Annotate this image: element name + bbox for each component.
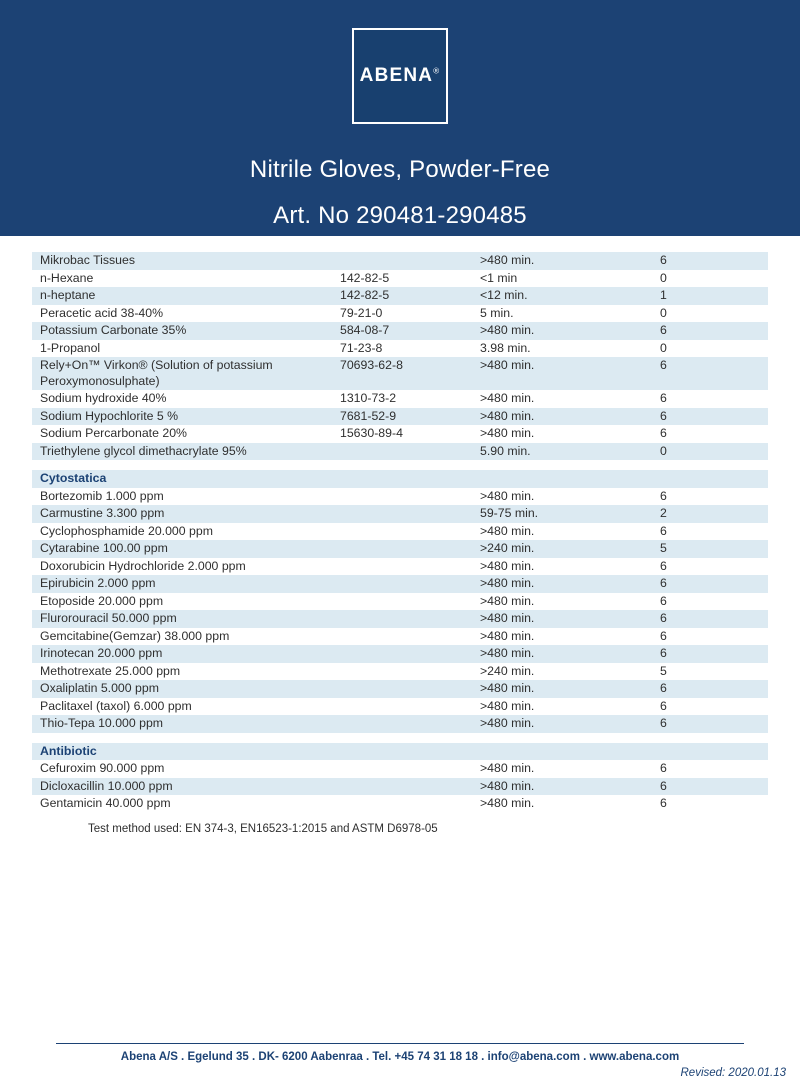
chemical-name-cell: Bortezomib 1.000 ppm xyxy=(32,488,340,506)
chemical-name-cell: Paclitaxel (taxol) 6.000 ppm xyxy=(32,698,340,716)
cas-number-cell xyxy=(340,575,480,593)
protection-level-cell: 6 xyxy=(660,610,768,628)
cas-number-cell xyxy=(340,593,480,611)
cas-number-cell xyxy=(340,795,480,813)
protection-level-cell: 6 xyxy=(660,645,768,663)
protection-level-cell: 0 xyxy=(660,270,768,288)
cas-number-cell xyxy=(340,645,480,663)
cas-number-cell xyxy=(340,663,480,681)
table-row xyxy=(32,443,768,461)
cas-number-cell xyxy=(340,488,480,506)
page-subtitle: Art. No 290481-290485 xyxy=(273,202,527,229)
table-row xyxy=(32,558,768,576)
table-row xyxy=(32,270,768,288)
protection-level-cell: 6 xyxy=(660,488,768,506)
breakthrough-time-cell: >240 min. xyxy=(480,663,660,681)
protection-level-cell: 6 xyxy=(660,628,768,646)
chemical-name-cell: n-Hexane xyxy=(32,270,340,288)
chemical-name-cell: Irinotecan 20.000 ppm xyxy=(32,645,340,663)
chemical-name-cell: Doxorubicin Hydrochloride 2.000 ppm xyxy=(32,558,340,576)
chemical-name-cell: Sodium hydroxide 40% xyxy=(32,390,340,408)
table-row xyxy=(32,778,768,796)
table-row xyxy=(32,322,768,340)
protection-level-cell: 6 xyxy=(660,575,768,593)
chemical-name-cell: Rely+On™ Virkon® (Solution of potassium Peroxymonosulphate) xyxy=(32,357,340,390)
protection-level-cell: 6 xyxy=(660,390,768,408)
chemical-name-cell: Dicloxacillin 10.000 ppm xyxy=(32,778,340,796)
breakthrough-time-cell: >480 min. xyxy=(480,322,660,340)
table-section-row xyxy=(32,743,768,761)
table-row xyxy=(32,287,768,305)
protection-level-cell: 6 xyxy=(660,795,768,813)
cas-number-cell xyxy=(340,778,480,796)
chemical-name-cell: Methotrexate 25.000 ppm xyxy=(32,663,340,681)
table-spacer-cell xyxy=(32,460,768,470)
breakthrough-time-cell: >480 min. xyxy=(480,575,660,593)
table-row xyxy=(32,305,768,323)
chemical-name-cell: Cyclophosphamide 20.000 ppm xyxy=(32,523,340,541)
cas-number-cell xyxy=(340,628,480,646)
chemical-name-cell: Mikrobac Tissues xyxy=(32,252,340,270)
breakthrough-time-cell: >480 min. xyxy=(480,760,660,778)
protection-level-cell: 5 xyxy=(660,540,768,558)
protection-level-cell: 5 xyxy=(660,663,768,681)
breakthrough-time-cell: <12 min. xyxy=(480,287,660,305)
protection-level-cell: 0 xyxy=(660,340,768,358)
breakthrough-time-cell: 3.98 min. xyxy=(480,340,660,358)
table-row xyxy=(32,628,768,646)
table-row xyxy=(32,760,768,778)
chemical-name-cell: Thio-Tepa 10.000 ppm xyxy=(32,715,340,733)
cas-number-cell xyxy=(340,523,480,541)
document-footer xyxy=(0,1043,800,1087)
protection-level-cell: 6 xyxy=(660,698,768,716)
test-method-note: Test method used: EN 374-3, EN16523-1:2015 and ASTM D6978-05 xyxy=(88,822,438,835)
table-row xyxy=(32,357,768,390)
protection-level-cell: 6 xyxy=(660,357,768,390)
table-section-row xyxy=(32,470,768,488)
cas-number-cell: 71-23-8 xyxy=(340,340,480,358)
protection-level-cell: 6 xyxy=(660,425,768,443)
cas-number-cell: 1310-73-2 xyxy=(340,390,480,408)
breakthrough-time-cell: >480 min. xyxy=(480,593,660,611)
breakthrough-time-cell: >480 min. xyxy=(480,390,660,408)
registered-trademark-icon: ® xyxy=(433,66,441,76)
section-heading: Antibiotic xyxy=(32,743,768,761)
breakthrough-time-cell: 5.90 min. xyxy=(480,443,660,461)
table-row xyxy=(32,488,768,506)
chemical-name-cell: n-heptane xyxy=(32,287,340,305)
chemical-resistance-table-wrap xyxy=(32,252,768,835)
breakthrough-time-cell: >480 min. xyxy=(480,252,660,270)
chemical-name-cell: Carmustine 3.300 ppm xyxy=(32,505,340,523)
cas-number-cell: 142-82-5 xyxy=(340,287,480,305)
chemical-name-cell: Potassium Carbonate 35% xyxy=(32,322,340,340)
table-row xyxy=(32,252,768,270)
breakthrough-time-cell: >480 min. xyxy=(480,558,660,576)
protection-level-cell: 6 xyxy=(660,778,768,796)
breakthrough-time-cell: >480 min. xyxy=(480,488,660,506)
cas-number-cell: 142-82-5 xyxy=(340,270,480,288)
footer-revised-date: Revised: 2020.01.13 xyxy=(680,1067,786,1079)
table-row xyxy=(32,575,768,593)
table-row xyxy=(32,340,768,358)
cas-number-cell xyxy=(340,540,480,558)
protection-level-cell: 0 xyxy=(660,443,768,461)
breakthrough-time-cell: >240 min. xyxy=(480,540,660,558)
breakthrough-time-cell: <1 min xyxy=(480,270,660,288)
document-header xyxy=(0,0,800,236)
logo-text: ABENA xyxy=(359,65,434,86)
cas-number-cell xyxy=(340,505,480,523)
breakthrough-time-cell: >480 min. xyxy=(480,715,660,733)
cas-number-cell: 15630-89-4 xyxy=(340,425,480,443)
chemical-name-cell: Oxaliplatin 5.000 ppm xyxy=(32,680,340,698)
chemical-name-cell: Cytarabine 100.00 ppm xyxy=(32,540,340,558)
table-row xyxy=(32,645,768,663)
breakthrough-time-cell: >480 min. xyxy=(480,680,660,698)
protection-level-cell: 6 xyxy=(660,760,768,778)
table-row xyxy=(32,663,768,681)
section-heading: Cytostatica xyxy=(32,470,768,488)
page-title: Nitrile Gloves, Powder-Free xyxy=(249,156,551,183)
table-row xyxy=(32,390,768,408)
chemical-name-cell: Gemcitabine(Gemzar) 38.000 ppm xyxy=(32,628,340,646)
breakthrough-time-cell: >480 min. xyxy=(480,425,660,443)
logo-wordmark xyxy=(360,65,441,87)
chemical-name-cell: Sodium Hypochlorite 5 % xyxy=(32,408,340,426)
breakthrough-time-cell: >480 min. xyxy=(480,628,660,646)
protection-level-cell: 6 xyxy=(660,593,768,611)
breakthrough-time-cell: >480 min. xyxy=(480,645,660,663)
table-row xyxy=(32,715,768,733)
chemical-resistance-table xyxy=(32,252,768,813)
chemical-name-cell: Flurorouracil 50.000 ppm xyxy=(32,610,340,628)
protection-level-cell: 1 xyxy=(660,287,768,305)
breakthrough-time-cell: >480 min. xyxy=(480,698,660,716)
breakthrough-time-cell: 59-75 min. xyxy=(480,505,660,523)
breakthrough-time-cell: >480 min. xyxy=(480,357,660,390)
protection-level-cell: 6 xyxy=(660,680,768,698)
cas-number-cell xyxy=(340,760,480,778)
protection-level-cell: 0 xyxy=(660,305,768,323)
table-row xyxy=(32,610,768,628)
footer-company-line: Abena A/S . Egelund 35 . DK- 6200 Aabenraa . Tel. +45 74 31 18 18 . info@abena.com . www.abena.com xyxy=(120,1051,680,1063)
breakthrough-time-cell: 5 min. xyxy=(480,305,660,323)
protection-level-cell: 6 xyxy=(660,715,768,733)
cas-number-cell: 70693-62-8 xyxy=(340,357,480,390)
chemical-name-cell: 1-Propanol xyxy=(32,340,340,358)
abena-logo xyxy=(352,28,448,124)
protection-level-cell: 6 xyxy=(660,252,768,270)
cas-number-cell xyxy=(340,715,480,733)
chemical-name-cell: Sodium Percarbonate 20% xyxy=(32,425,340,443)
table-row xyxy=(32,593,768,611)
protection-level-cell: 6 xyxy=(660,408,768,426)
table-row xyxy=(32,795,768,813)
breakthrough-time-cell: >480 min. xyxy=(480,523,660,541)
cas-number-cell xyxy=(340,698,480,716)
table-row xyxy=(32,408,768,426)
breakthrough-time-cell: >480 min. xyxy=(480,778,660,796)
table-row xyxy=(32,698,768,716)
table-row xyxy=(32,523,768,541)
protection-level-cell: 6 xyxy=(660,322,768,340)
cas-number-cell xyxy=(340,558,480,576)
chemical-name-cell: Epirubicin 2.000 ppm xyxy=(32,575,340,593)
protection-level-cell: 6 xyxy=(660,523,768,541)
chemical-name-cell: Cefuroxim 90.000 ppm xyxy=(32,760,340,778)
protection-level-cell: 2 xyxy=(660,505,768,523)
chemical-name-cell: Triethylene glycol dimethacrylate 95% xyxy=(32,443,340,461)
cas-number-cell xyxy=(340,443,480,461)
cas-number-cell: 7681-52-9 xyxy=(340,408,480,426)
table-row xyxy=(32,540,768,558)
cas-number-cell xyxy=(340,680,480,698)
table-row xyxy=(32,505,768,523)
table-row xyxy=(32,680,768,698)
table-spacer-cell xyxy=(32,733,768,743)
breakthrough-time-cell: >480 min. xyxy=(480,795,660,813)
chemical-name-cell: Peracetic acid 38-40% xyxy=(32,305,340,323)
cas-number-cell xyxy=(340,252,480,270)
cas-number-cell: 584-08-7 xyxy=(340,322,480,340)
table-row xyxy=(32,425,768,443)
table-spacer-row xyxy=(32,460,768,470)
breakthrough-time-cell: >480 min. xyxy=(480,408,660,426)
cas-number-cell xyxy=(340,610,480,628)
chemical-name-cell: Gentamicin 40.000 ppm xyxy=(32,795,340,813)
table-spacer-row xyxy=(32,733,768,743)
breakthrough-time-cell: >480 min. xyxy=(480,610,660,628)
cas-number-cell: 79-21-0 xyxy=(340,305,480,323)
protection-level-cell: 6 xyxy=(660,558,768,576)
chemical-name-cell: Etoposide 20.000 ppm xyxy=(32,593,340,611)
